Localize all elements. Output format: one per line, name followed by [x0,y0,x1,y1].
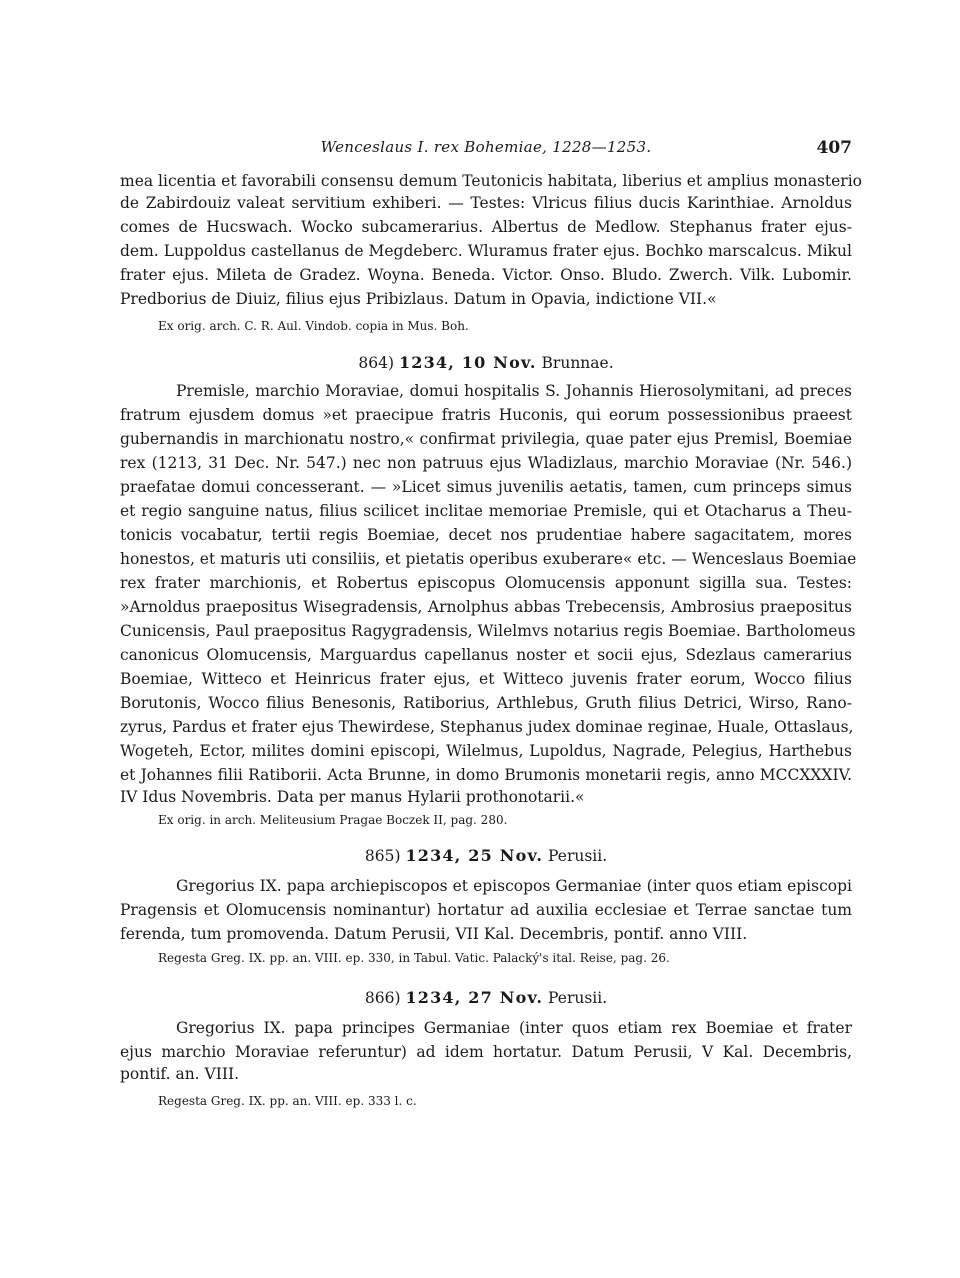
text-line: IV Idus Novembris. Data per manus Hylarii prothonotarii.« [120,788,585,806]
document-header [120,987,852,1009]
text-line: Premisle, marchio Moraviae, domui hospitalis S. Johannis Hierosolymitani, ad preces [176,382,852,400]
document-place: Brunnae. [541,354,614,372]
text-line: gubernandis in marchionatu nostro,« confirmat privilegia, quae pater ejus Premisl, Boemiae [120,430,852,448]
document-date: 1234, 25 Nov. [405,846,544,865]
text-line: Cunicensis, Paul praepositus Ragygradensis, Wilelmvs notarius regis Boemiae. Bartholomeus [120,622,856,640]
document-number: 864) [358,354,394,372]
document-date: 1234, 27 Nov. [405,988,544,1007]
text-line: et Johannes filii Ratiborii. Acta Brunne, in domo Brumonis monetarii regis, anno MCCXXXIV. [120,766,852,784]
text-line: dem. Luppoldus castellanus de Megdeberc. Wluramus frater ejus. Bochko marscalcus. Mikul [120,242,852,260]
source-citation: Ex orig. in arch. Meliteusium Pragae Boczek II, pag. 280. [158,813,508,827]
text-line: »Arnoldus praepositus Wisegradensis, Arnolphus abbas Trebecensis, Ambrosius praepositus [120,598,852,616]
text-line: Pragensis et Olomucensis nominantur) hortatur ad auxilia ecclesiae et Terrae sanctae tum [120,901,852,919]
document-header [120,845,852,867]
text-line: tonicis vocabatur, tertii regis Boemiae, decet nos prudentiae habere sagacitatem, mores [120,526,852,544]
text-line: Gregorius IX. papa archiepiscopos et episcopos Germaniae (inter quos etiam episcopi [176,877,852,895]
document-place: Perusii. [548,847,608,865]
text-line: honestos, et maturis uti consiliis, et pietatis operibus exuberare« etc. — Wenceslaus Boemiae [120,550,857,568]
text-line: et regio sanguine natus, filius scilicet inclitae memoriae Premisle, qui et Otacharus a Theu- [120,502,852,520]
text-line: ejus marchio Moraviae referuntur) ad idem hortatur. Datum Perusii, V Kal. Decembris, [120,1043,852,1061]
text-line: rex frater marchionis, et Robertus episcopus Olomucensis apponunt sigilla sua. Testes: [120,574,852,592]
text-line: fratrum ejusdem domus »et praecipue fratris Huconis, qui eorum possessionibus praeest [120,406,852,424]
text-line: frater ejus. Mileta de Gradez. Woyna. Beneda. Victor. Onso. Bludo. Zwerch. Vilk. Lubomir. [120,266,852,284]
document-header [120,352,852,374]
text-line: ferenda, tum promovenda. Datum Perusii, VII Kal. Decembris, pontif. anno VIII. [120,925,748,943]
text-line: zyrus, Pardus et frater ejus Thewirdese, Stephanus judex dominae reginae, Huale, Ottaslaus, [120,718,854,736]
document-number: 866) [364,989,401,1007]
text-line: de Zabirdouiz valeat servitium exhiberi. — Testes: Vlricus filius ducis Karinthiae. Arnoldus [120,194,852,212]
text-line: Boemiae, Witteco et Heinricus frater ejus, et Witteco juvenis frater eorum, Wocco filius [120,670,852,688]
source-citation: Regesta Greg. IX. pp. an. VIII. ep. 333 l. c. [158,1094,417,1108]
text-line: Wogeteh, Ector, milites domini episcopi, Wilelmus, Lupoldus, Nagrade, Pelegius, Harthebus [120,742,852,760]
source-citation: Regesta Greg. IX. pp. an. VIII. ep. 330, in Tabul. Vatic. Palacký's ital. Reise, pag. 26. [158,951,670,965]
text-line: Gregorius IX. papa principes Germaniae (inter quos etiam rex Boemiae et frater [176,1019,852,1037]
document-date: 1234, 10 Nov. [398,353,537,372]
text-line: Predborius de Diuiz, filius ejus Pribizlaus. Datum in Opavia, indictione VII.« [120,290,717,308]
text-line: pontif. an. VIII. [120,1065,240,1083]
running-title: Wenceslaus I. rex Bohemiae, 1228—1253. [320,138,652,156]
page-number: 407 [816,138,852,158]
text-line: Borutonis, Wocco filius Benesonis, Ratiborius, Arthlebus, Gruth filius Detrici, Wirso, Rano- [120,694,852,712]
text-line: praefatae domui concesserant. — »Licet simus juvenilis aetatis, tamen, cum princeps simus [120,478,852,496]
document-place: Perusii. [548,989,608,1007]
source-citation: Ex orig. arch. C. R. Aul. Vindob. copia in Mus. Boh. [158,319,469,333]
text-line: comes de Hucswach. Wocko subcamerarius. Albertus de Medlow. Stephanus frater ejus- [120,218,852,236]
text-line: canonicus Olomucensis, Marguardus capellanus noster et socii ejus, Sdezlaus camerarius [120,646,852,664]
text-line: rex (1213, 31 Dec. Nr. 547.) nec non patruus ejus Wladizlaus, marchio Moraviae (Nr. 546.) [120,454,852,472]
text-line: mea licentia et favorabili consensu demum Teutonicis habitata, liberius et amplius monasterio [120,172,863,190]
document-number: 865) [364,847,401,865]
running-head [120,138,852,162]
